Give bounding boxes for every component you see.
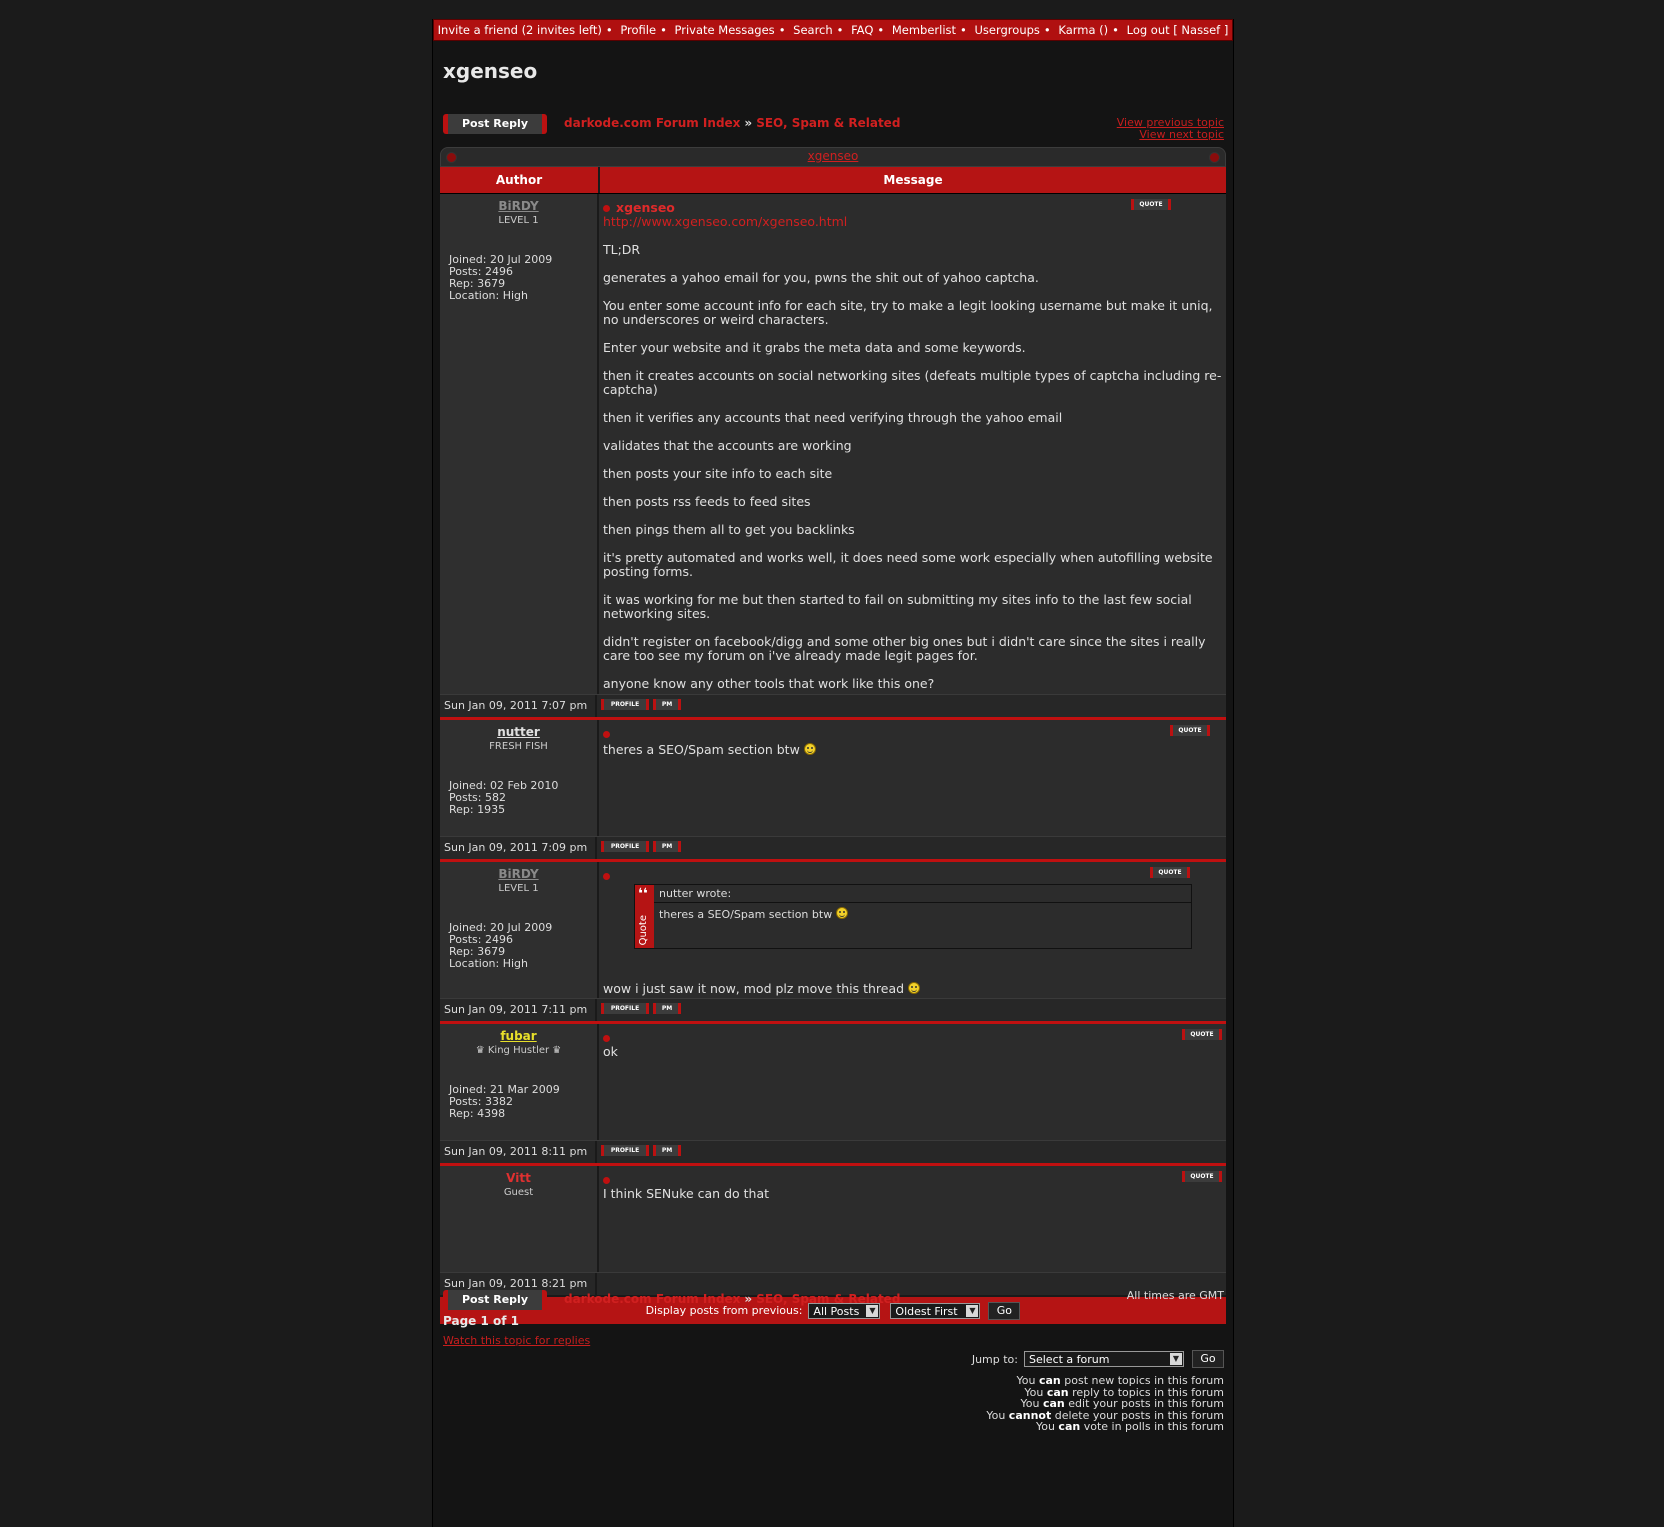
corner-dot-icon [446, 152, 457, 163]
post-date: Sun Jan 09, 2011 8:21 pm [440, 1273, 597, 1295]
corner-dot-icon [1209, 152, 1220, 163]
topic-title: xgenseo [443, 59, 538, 83]
permission-line: You can post new topics in this forum [1016, 1374, 1224, 1387]
post-reply-button[interactable]: Post Reply [443, 114, 547, 134]
nav-profile[interactable]: Profile [620, 23, 657, 37]
post-paragraph: it's pretty automated and works well, it does need some work especially when autofilling website posting forms. [603, 550, 1213, 579]
post-paragraph: You enter some account info for each site, try to make a legit looking username but make it uniq, no underscores or weird characters. [603, 298, 1213, 327]
post-subject [603, 868, 1222, 883]
nav-search[interactable]: Search [793, 23, 833, 37]
post-message [599, 862, 1226, 998]
nav-memberlist[interactable]: Memberlist [891, 23, 957, 37]
permission-line: You cannot delete your posts in this forum [986, 1408, 1224, 1422]
dropdown-arrow-icon: ▼ [966, 1305, 978, 1317]
nav-usergroups[interactable]: Usergroups [974, 23, 1040, 37]
pm-button[interactable]: PM [653, 699, 681, 710]
post-reply-button-bottom[interactable]: Post Reply [443, 1290, 547, 1310]
post-subject: xgenseo [603, 200, 1222, 215]
author-rank: LEVEL 1 [498, 883, 539, 894]
display-posts-select[interactable]: All Posts ▼ [808, 1303, 880, 1319]
pm-button[interactable]: PM [653, 841, 681, 852]
nav-private-messages[interactable]: Private Messages [674, 23, 775, 37]
profile-button[interactable]: PROFILE [601, 1003, 649, 1014]
post-footer [440, 836, 1226, 859]
view-next-topic-link[interactable]: View next topic [1139, 128, 1224, 141]
dropdown-arrow-icon: ▼ [1170, 1353, 1182, 1365]
watch-topic-link[interactable]: Watch this topic for replies [443, 1334, 591, 1347]
jump-to-label: Jump to: [971, 1352, 1018, 1366]
table-title-bar [440, 147, 1226, 167]
post-link[interactable]: http://www.xgenseo.com/xgenseo.html [603, 214, 848, 229]
breadcrumb-index[interactable]: darkode.com Forum Index [564, 116, 741, 130]
wink-smiley-icon [836, 907, 848, 919]
author-username[interactable]: BiRDY [498, 867, 539, 881]
quote-button[interactable]: QUOTE [1131, 199, 1171, 210]
post-footer [440, 998, 1226, 1021]
quote-text: theres a SEO/Spam section btw [654, 903, 1191, 925]
post-author [440, 1024, 599, 1140]
post [440, 859, 1226, 998]
profile-button[interactable]: PROFILE [601, 699, 649, 710]
post-date: Sun Jan 09, 2011 7:07 pm [440, 695, 597, 717]
profile-button[interactable]: PROFILE [601, 841, 649, 852]
quote-button[interactable]: QUOTE [1182, 1171, 1222, 1182]
jump-to [972, 1350, 1224, 1368]
author-rank: LEVEL 1 [498, 215, 539, 226]
post-date: Sun Jan 09, 2011 7:09 pm [440, 837, 597, 859]
post-message [599, 1024, 1226, 1140]
nav-logout[interactable]: Log out [ Nassef ] [1126, 23, 1229, 37]
post-footer [440, 1140, 1226, 1163]
quote-button[interactable]: QUOTE [1170, 725, 1210, 736]
post-subject [603, 1030, 1222, 1045]
post-message [599, 194, 1226, 694]
post-text: wow i just saw it now, mod plz move this thread [603, 982, 920, 996]
post-message [599, 720, 1226, 836]
permission-line: You can reply to topics in this forum [1024, 1385, 1224, 1399]
post-author [440, 1166, 599, 1272]
post-author [440, 862, 599, 998]
jump-go-button[interactable]: Go [1192, 1350, 1224, 1368]
author-username[interactable]: nutter [497, 725, 540, 739]
display-posts-label: Display posts from previous: [645, 1304, 803, 1317]
forum-page [432, 19, 1234, 1527]
author-stats: Joined: 20 Jul 2009 Posts: 2496 Rep: 3679 Location: High [449, 253, 553, 302]
post-footer [440, 694, 1226, 717]
author-rank: ♛ King Hustler ♛ [475, 1045, 562, 1056]
permission-line: You can vote in polls in this forum [1035, 1420, 1224, 1433]
author-column-header: Author [440, 167, 600, 193]
post-dot-icon [603, 1035, 610, 1042]
post-paragraph: anyone know any other tools that work like this one? [603, 676, 935, 691]
author-username: Vitt [506, 1171, 531, 1185]
post-paragraph: didn't register on facebook/digg and some other big ones but i didn't care since the sites i really care too see my forum on i've already made legit pages for. [603, 634, 1206, 663]
author-username[interactable]: BiRDY [498, 199, 539, 213]
breadcrumb: darkode.com Forum Index » SEO, Spam & Related [564, 116, 901, 130]
author-username[interactable]: fubar [500, 1029, 537, 1043]
quote-button[interactable]: QUOTE [1182, 1029, 1222, 1040]
nav-invite[interactable]: Invite a friend (2 invites left) [437, 23, 602, 37]
post-author [440, 720, 599, 836]
nav-faq[interactable]: FAQ [851, 23, 874, 37]
quote-mark-icon: ❛❛ [638, 886, 648, 902]
post-author [440, 194, 599, 694]
quote-button[interactable]: QUOTE [1150, 867, 1190, 878]
tongue-smiley-icon [908, 982, 920, 994]
breadcrumb-bottom: darkode.com Forum Index » SEO, Spam & Related [564, 1292, 901, 1306]
nav-karma[interactable]: Karma () [1058, 23, 1109, 37]
pm-button[interactable]: PM [653, 1003, 681, 1014]
profile-button[interactable]: PROFILE [601, 1145, 649, 1156]
post-paragraph: generates a yahoo email for you, pwns the shit out of yahoo captcha. [603, 270, 1039, 285]
author-stats: Joined: 20 Jul 2009 Posts: 2496 Rep: 3679 Location: High [449, 921, 553, 970]
timezone-note: All times are GMT [1126, 1289, 1224, 1302]
post-paragraph: Enter your website and it grabs the meta data and some keywords. [603, 340, 1026, 355]
wink-smiley-icon [804, 743, 816, 755]
view-previous-topic-link[interactable]: View previous topic [1116, 116, 1224, 129]
post-paragraph: then it verifies any accounts that need verifying through the yahoo email [603, 410, 1063, 425]
display-go-button[interactable]: Go [988, 1302, 1020, 1320]
post-dot-icon [603, 873, 610, 880]
post-paragraph: TL;DR [603, 242, 641, 257]
posts-table [440, 147, 1226, 1324]
breadcrumb-forum[interactable]: SEO, Spam & Related [756, 1292, 901, 1306]
post [440, 194, 1226, 694]
post-dot-icon [603, 731, 610, 738]
post [440, 717, 1226, 836]
jump-to-select[interactable]: Select a forum ▼ [1024, 1351, 1184, 1367]
post-dot-icon [603, 205, 610, 212]
post-paragraph: validates that the accounts are working [603, 438, 852, 453]
post [440, 1021, 1226, 1140]
post-paragraph: it was working for me but then started to fail on submitting my sites info to the last few social networking sites. [603, 592, 1192, 621]
post-paragraph: then pings them all to get you backlinks [603, 522, 855, 537]
quote-side-label: Quote [638, 914, 649, 945]
quote-author: nutter wrote: [654, 885, 1191, 903]
permission-line: You can edit your posts in this forum [1020, 1397, 1224, 1410]
author-stats: Joined: 21 Mar 2009 Posts: 3382 Rep: 4398 [449, 1083, 560, 1120]
page-info: Page 1 of 1 [443, 1314, 519, 1328]
sort-order-select[interactable]: Oldest First ▼ [890, 1303, 980, 1319]
post-paragraph: then posts rss feeds to feed sites [603, 494, 811, 509]
post-text: I think SENuke can do that [603, 1186, 770, 1201]
author-stats: Joined: 02 Feb 2010 Posts: 582 Rep: 1935 [449, 779, 559, 816]
post-date: Sun Jan 09, 2011 7:11 pm [440, 999, 597, 1021]
table-title-link[interactable]: xgenseo [807, 149, 859, 163]
post-message [599, 1166, 1226, 1272]
post [440, 1163, 1226, 1272]
post-paragraph: then it creates accounts on social networking sites (defeats multiple types of captcha including re-captcha) [603, 368, 1222, 397]
post-subject [603, 726, 1222, 741]
quote-box [634, 884, 1192, 949]
breadcrumb-index[interactable]: darkode.com Forum Index [564, 1292, 741, 1306]
post-date: Sun Jan 09, 2011 8:11 pm [440, 1141, 597, 1163]
topic-navigation [1117, 117, 1224, 141]
message-column-header: Message [883, 173, 943, 187]
post-subject [603, 1172, 1222, 1187]
pm-button[interactable]: PM [653, 1145, 681, 1156]
post-dot-icon [603, 1177, 610, 1184]
author-rank: Guest [503, 1187, 534, 1198]
column-headers [440, 167, 1226, 194]
post-text: ok [603, 1044, 618, 1059]
breadcrumb-forum[interactable]: SEO, Spam & Related [756, 116, 901, 130]
dropdown-arrow-icon: ▼ [866, 1305, 878, 1317]
post-text: theres a SEO/Spam section btw [603, 743, 1222, 757]
top-navigation: Invite a friend (2 invites left) • Profile • Private Messages • Search • FAQ • Memberlist • Usergroups • Karma () • Log out [ Nassef ] [433, 19, 1233, 41]
forum-permissions [986, 1375, 1224, 1433]
post-paragraph: then posts your site info to each site [603, 466, 833, 481]
author-rank: FRESH FISH [489, 741, 548, 752]
